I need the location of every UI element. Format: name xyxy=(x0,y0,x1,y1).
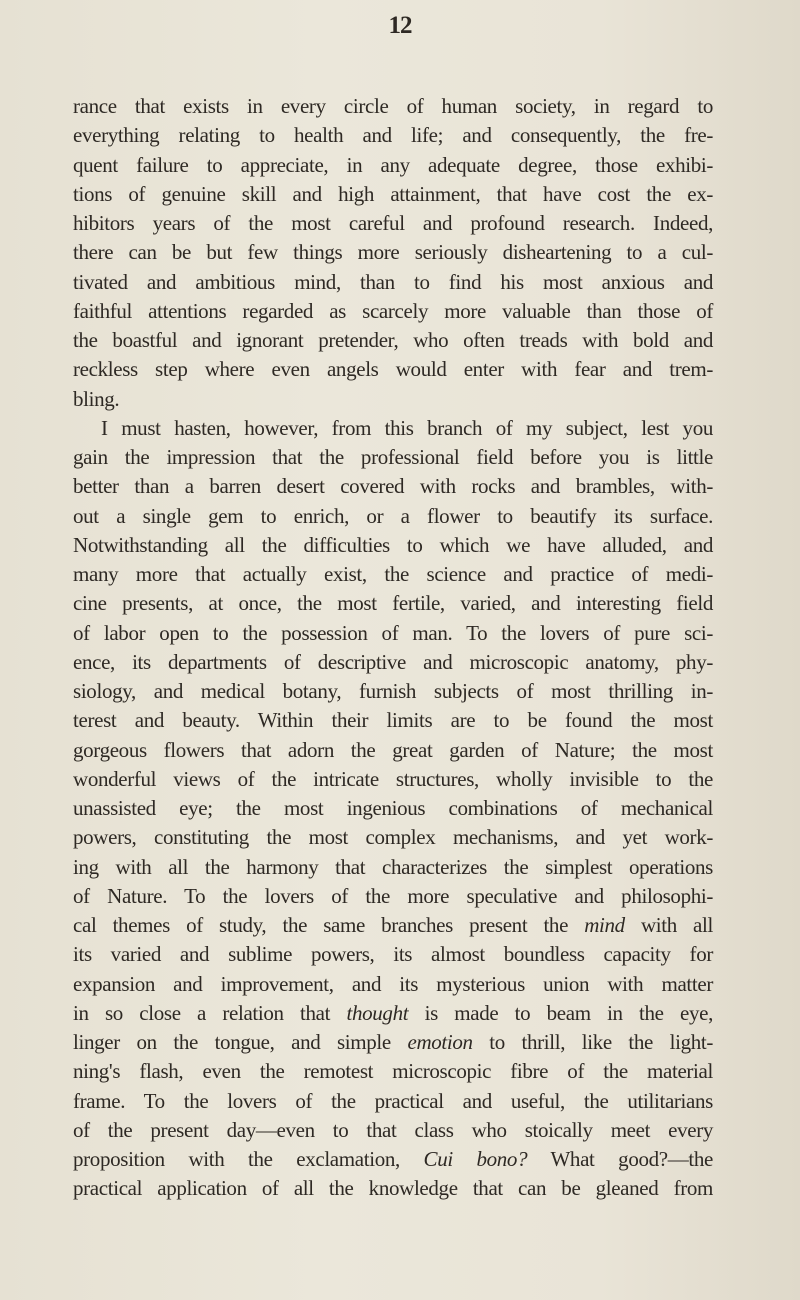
text-segment: wonderful views of the intricate structures, wholly invisible to the xyxy=(73,766,713,791)
text-segment: of the present day—even to that class who stoically meet every xyxy=(73,1117,713,1142)
text-line xyxy=(73,794,713,822)
text-line xyxy=(73,677,713,705)
text-line xyxy=(73,443,713,471)
text-line xyxy=(73,268,713,296)
text-segment: tions of genuine skill and high attainment, that have cost the ex- xyxy=(73,181,713,206)
text-segment: What good?—the xyxy=(527,1147,713,1171)
text-segment: to thrill, like the light- xyxy=(472,1030,714,1054)
text-segment: gorgeous flowers that adorn the great garden of Nature; the most xyxy=(73,737,713,762)
text-line xyxy=(73,209,713,237)
text-segment: hibitors years of the most careful and profound research. Indeed, xyxy=(73,211,713,235)
text-segment: is made to beam in the eye, xyxy=(408,1000,713,1025)
text-segment: ing with all the harmony that characterizes the simplest operations xyxy=(73,854,713,879)
italic-text: Cui bono? xyxy=(423,1147,528,1171)
text-line xyxy=(73,1145,713,1173)
text-segment: frame. To the lovers of the practical and useful, the utilitarians xyxy=(73,1088,713,1113)
text-line xyxy=(73,853,713,881)
text-line xyxy=(73,823,713,851)
text-segment: gain the impression that the professional field before you is little xyxy=(73,445,713,469)
text-segment: faithful attentions regarded as scarcely more valuable than those of xyxy=(73,298,713,323)
text-segment: expansion and improvement, and its mysterious union with matter xyxy=(73,971,713,996)
text-segment: in so close a relation that xyxy=(73,1000,347,1025)
text-segment: I must hasten, however, from this branch of my subject, lest you xyxy=(101,415,713,440)
page-number: 12 xyxy=(388,12,412,39)
text-line xyxy=(73,1116,713,1144)
text-segment: siology, and medical botany, furnish subjects of most thrilling in- xyxy=(73,679,713,703)
text-segment: quent failure to appreciate, in any adequate degree, those exhibi- xyxy=(73,152,713,177)
italic-text: emotion xyxy=(407,1030,473,1054)
text-segment: ning's flash, even the remotest microscopic fibre of the material xyxy=(73,1059,713,1084)
italic-text: thought xyxy=(346,1000,409,1025)
text-line xyxy=(73,765,713,793)
text-line xyxy=(73,619,713,647)
text-line xyxy=(73,1087,713,1115)
text-segment: Notwithstanding all the difficulties to which we have alluded, and xyxy=(73,532,713,557)
text-line xyxy=(73,297,713,325)
text-segment: out a single gem to enrich, or a flower to beautify its surface. xyxy=(73,503,713,528)
text-line xyxy=(73,560,713,588)
text-segment: better than a barren desert covered with rocks and brambles, with- xyxy=(73,474,713,499)
text-line xyxy=(101,414,713,442)
text-line xyxy=(73,531,713,559)
text-segment: bling. xyxy=(73,386,120,411)
text-line xyxy=(73,238,713,266)
text-line xyxy=(73,1057,713,1085)
text-line xyxy=(73,355,713,383)
text-line xyxy=(73,472,713,500)
text-line xyxy=(73,121,713,149)
text-line xyxy=(73,180,713,208)
text-segment: the boastful and ignorant pretender, who often treads with bold and xyxy=(73,328,713,352)
text-line xyxy=(73,151,713,179)
text-line xyxy=(73,706,713,734)
text-segment: rance that exists in every circle of human society, in regard to xyxy=(73,94,713,118)
text-segment: of Nature. To the lovers of the more speculative and philosophi- xyxy=(73,883,713,908)
text-segment: everything relating to health and life; and consequently, the fre- xyxy=(73,123,713,148)
text-line xyxy=(73,1174,713,1202)
text-line xyxy=(73,911,713,939)
text-segment: terest and beauty. Within their limits are to be found the most xyxy=(73,708,713,733)
text-segment: tivated and ambitious mind, than to find his most anxious and xyxy=(73,269,713,294)
text-segment: powers, constituting the most complex mechanisms, and yet work- xyxy=(73,825,713,850)
text-segment: of labor open to the possession of man. To the lovers of pure sci- xyxy=(73,620,713,645)
italic-text: mind xyxy=(584,913,625,937)
text-segment: ence, its departments of descriptive and microscopic anatomy, phy- xyxy=(73,649,713,674)
text-line xyxy=(73,1028,713,1056)
text-segment: with all xyxy=(624,913,713,937)
text-segment: practical application of all the knowledge that can be gleaned from xyxy=(73,1176,713,1201)
text-line xyxy=(73,940,713,968)
text-line xyxy=(73,736,713,764)
text-segment: linger on the tongue, and simple xyxy=(73,1030,408,1054)
text-line xyxy=(73,385,713,413)
text-segment: there can be but few things more seriously disheartening to a cul- xyxy=(73,240,713,265)
text-line xyxy=(73,970,713,998)
text-line xyxy=(73,882,713,910)
text-line xyxy=(73,589,713,617)
text-line xyxy=(73,648,713,676)
text-segment: proposition with the exclamation, xyxy=(73,1147,424,1171)
text-line xyxy=(73,502,713,530)
text-segment: unassisted eye; the most ingenious combinations of mechanical xyxy=(73,796,713,820)
text-segment: many more that actually exist, the science and practice of medi- xyxy=(73,562,713,586)
text-segment: reckless step where even angels would enter with fear and trem- xyxy=(73,357,713,382)
text-segment: cal themes of study, the same branches present the xyxy=(73,913,585,937)
text-line xyxy=(73,999,713,1027)
text-segment: its varied and sublime powers, its almost boundless capacity for xyxy=(73,942,713,967)
text-line xyxy=(73,92,713,120)
text-segment: cine presents, at once, the most fertile, varied, and interesting field xyxy=(73,591,713,616)
text-line xyxy=(73,326,713,354)
